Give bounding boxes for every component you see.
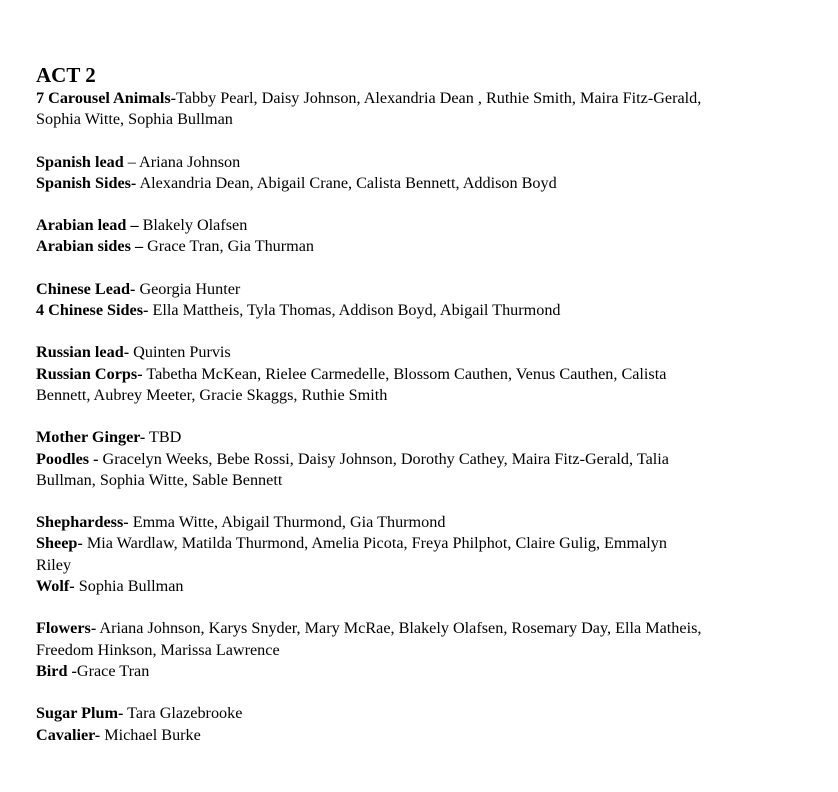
cast-list: Tara Glazebrooke [123, 704, 243, 723]
section-sugar-plum [36, 703, 816, 746]
role-name: Arabian lead – [36, 216, 139, 235]
cast-list: – Ariana Johnson [123, 152, 241, 171]
cast-line [36, 152, 816, 173]
section-chinese [36, 279, 816, 322]
section-flowers [36, 618, 816, 682]
cast-line [36, 300, 816, 321]
cast-line-continued: Riley [36, 555, 72, 574]
cast-line [36, 427, 816, 448]
role-name: 4 Chinese Sides- [36, 301, 149, 320]
role-name: Russian lead- [36, 343, 130, 362]
cast-line-continued: Bennett, Aubrey Meeter, Gracie Skaggs, Ruthie Smith [36, 385, 388, 404]
cast-line [36, 173, 816, 194]
cast-list: Quinten Purvis [129, 343, 231, 362]
cast-list: Tabetha McKean, Rielee Carmedelle, Blossom Cauthen, Venus Cauthen, Calista [142, 364, 667, 383]
role-name: Spanish lead [36, 152, 124, 171]
cast-line [36, 449, 816, 470]
section-mother-ginger [36, 427, 816, 491]
cast-line [36, 576, 816, 597]
cast-line [36, 725, 816, 746]
role-name: Cavalier- [36, 725, 101, 744]
role-name: Sheep- [36, 534, 83, 553]
section-shephardess [36, 512, 816, 597]
cast-line [36, 533, 816, 554]
role-name: Flowers- [36, 619, 97, 638]
role-name: Shephardess- [36, 513, 129, 532]
cast-list: Sophia Bullman [74, 577, 184, 596]
cast-line [36, 279, 816, 300]
cast-line [36, 364, 816, 385]
cast-list: Ella Mattheis, Tyla Thomas, Addison Boyd, Abigail Thurmond [148, 301, 561, 320]
cast-list: Mia Wardlaw, Matilda Thurmond, Amelia Picota, Freya Philphot, Claire Gulig, Emmalyn [82, 534, 667, 553]
cast-list: Georgia Hunter [135, 279, 241, 298]
document-body [36, 62, 816, 767]
role-name: Sugar Plum- [36, 704, 124, 723]
role-name: Bird - [36, 661, 77, 680]
cast-list: Alexandria Dean, Abigail Crane, Calista Bennett, Addison Boyd [136, 173, 557, 192]
role-name: Chinese Lead- [36, 279, 136, 298]
cast-line [36, 215, 816, 236]
role-name: Mother Ginger- [36, 428, 146, 447]
cast-list: Ariana Johnson, Karys Snyder, Mary McRae, Blakely Olafsen, Rosemary Day, Ella Matheis, [96, 619, 702, 638]
role-name: Wolf- [36, 577, 75, 596]
act-title: ACT 2 [36, 63, 96, 87]
cast-line [36, 618, 816, 639]
cast-line [36, 703, 816, 724]
section-carousel-animals [36, 88, 816, 131]
cast-list: Gracelyn Weeks, Bebe Rossi, Daisy Johnson, Dorothy Cathey, Maira Fitz-Gerald, Talia [98, 449, 669, 468]
cast-line-continued: Bullman, Sophia Witte, Sable Bennett [36, 470, 283, 489]
section-arabian [36, 215, 816, 258]
cast-list: Grace Tran, Gia Thurman [143, 237, 315, 256]
role-name: Arabian sides – [36, 237, 144, 256]
cast-line-continued: Freedom Hinkson, Marissa Lawrence [36, 640, 280, 659]
cast-line-continued: Sophia Witte, Sophia Bullman [36, 110, 233, 129]
cast-line [36, 512, 816, 533]
role-name: 7 Carousel Animals- [36, 89, 177, 107]
section-spanish [36, 152, 816, 195]
cast-list: Blakely Olafsen [138, 216, 248, 235]
cast-list: Grace Tran [76, 661, 150, 680]
role-name: Russian Corps- [36, 364, 143, 383]
cast-line [36, 342, 816, 363]
cast-list: TBD [145, 428, 182, 447]
cast-line [36, 88, 816, 109]
role-name: Poodles - [36, 449, 99, 468]
role-name: Spanish Sides- [36, 173, 137, 192]
cast-list: Michael Burke [100, 725, 201, 744]
cast-list: Tabby Pearl, Daisy Johnson, Alexandria Dean , Ruthie Smith, Maira Fitz-Gerald, [176, 89, 702, 107]
cast-list: Emma Witte, Abigail Thurmond, Gia Thurmond [128, 513, 446, 532]
cast-line [36, 661, 816, 682]
cast-line [36, 236, 816, 257]
section-russian [36, 342, 816, 406]
